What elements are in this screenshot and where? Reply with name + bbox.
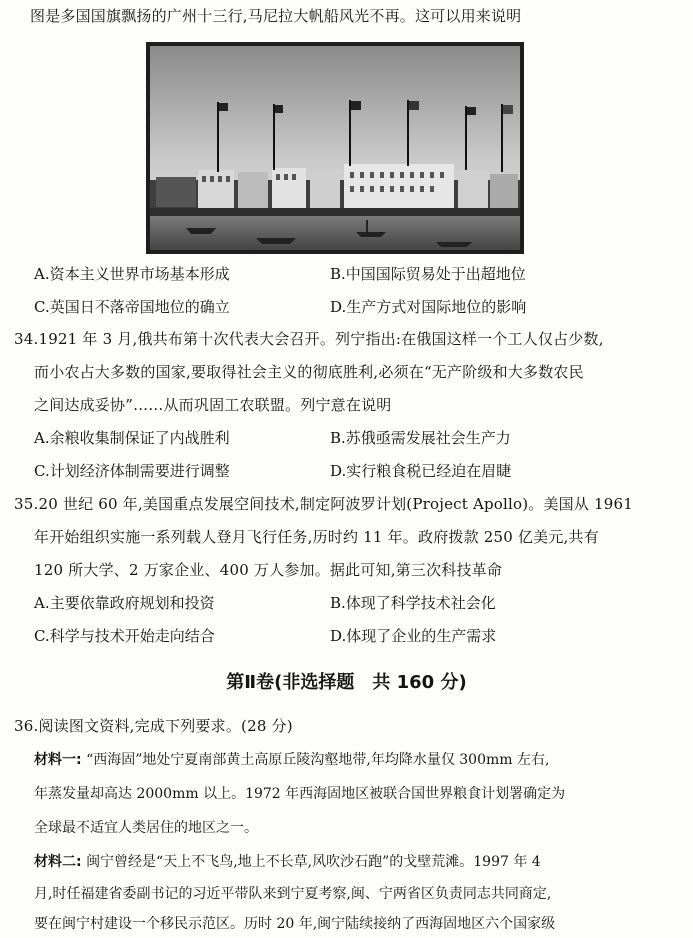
q36-material-2-line-2: 月,时任福建省委副书记的习近平带队来到宁夏考察,闽、宁两省区负责同志共同商定, xyxy=(34,886,552,902)
q36-material-1-line-2: 年蒸发量却高达 2000mm 以上。1972 年西海固地区被联合国世界粮食计划署确定为 xyxy=(34,786,566,802)
material-2-text: 闽宁曾经是“天上不飞鸟,地上不长草,风吹沙石跑”的戈壁荒滩。1997 年 4 xyxy=(86,854,541,870)
q34-option-b: B.苏俄亟需发展社会生产力 xyxy=(330,429,511,447)
q34-option-d: D.实行粮食税已经迫在眉睫 xyxy=(330,462,512,480)
q36-material-2-line-1 xyxy=(34,852,541,872)
q35-option-a: A.主要依靠政府规划和投资 xyxy=(34,594,215,612)
q34-line-3: 之间达成妥协”……从而巩固工农联盟。列宁意在说明 xyxy=(34,396,392,414)
q34-line-1: 34.1921 年 3 月,俄共布第十次代表大会召开。列宁指出:在俄国这样一个工人仅占少数, xyxy=(14,330,604,348)
q36-material-1-line-1 xyxy=(34,750,549,770)
q33-stem: 图是多国国旗飘扬的广州十三行,马尼拉大帆船风光不再。这可以用来说明 xyxy=(30,7,522,25)
q34-line-2: 而小农占大多数的国家,要取得社会主义的彻底胜利,必须在“无产阶级和大多数农民 xyxy=(34,363,584,381)
q34-option-c: C.计划经济体制需要进行调整 xyxy=(34,462,230,480)
q34-option-a: A.余粮收集制保证了内战胜利 xyxy=(34,429,230,447)
q33-option-c: C.英国日不落帝国地位的确立 xyxy=(34,298,230,316)
material-1-label: 材料一: xyxy=(34,752,82,768)
guangzhou-thirteen-hongs-painting xyxy=(146,42,524,254)
q36-stem: 36.阅读图文资料,完成下列要求。(28 分) xyxy=(14,717,293,735)
q35-line-1: 35.20 世纪 60 年,美国重点发展空间技术,制定阿波罗计划(Project Apollo)。美国从 1961 xyxy=(14,495,634,513)
q35-line-3: 120 所大学、2 万家企业、400 万人参加。据此可知,第三次科技革命 xyxy=(34,561,503,579)
q33-option-d: D.生产方式对国际地位的影响 xyxy=(330,298,527,316)
q33-option-b: B.中国国际贸易处于出超地位 xyxy=(330,265,526,283)
q35-option-c: C.科学与技术开始走向结合 xyxy=(34,627,215,645)
q35-line-2: 年开始组织实施一系列载人登月飞行任务,历时约 11 年。政府拨款 250 亿美元,共有 xyxy=(34,528,599,546)
material-1-text: “西海固”地处宁夏南部黄土高原丘陵沟壑地带,年均降水量仅 300mm 左右, xyxy=(86,752,550,768)
q33-option-a: A.资本主义世界市场基本形成 xyxy=(34,265,230,283)
section-title: 第Ⅱ卷(非选择题 共 160 分) xyxy=(226,672,467,693)
q35-option-d: D.体现了企业的生产需求 xyxy=(330,627,497,645)
material-2-label: 材料二: xyxy=(34,854,82,870)
q36-material-1-line-3: 全球最不适宜人类居住的地区之一。 xyxy=(34,820,258,836)
q35-option-b: B.体现了科学技术社会化 xyxy=(330,594,496,612)
q36-material-2-line-3: 要在闽宁村建设一个移民示范区。历时 20 年,闽宁陆续接纳了西海固地区六个国家级 xyxy=(34,916,556,932)
